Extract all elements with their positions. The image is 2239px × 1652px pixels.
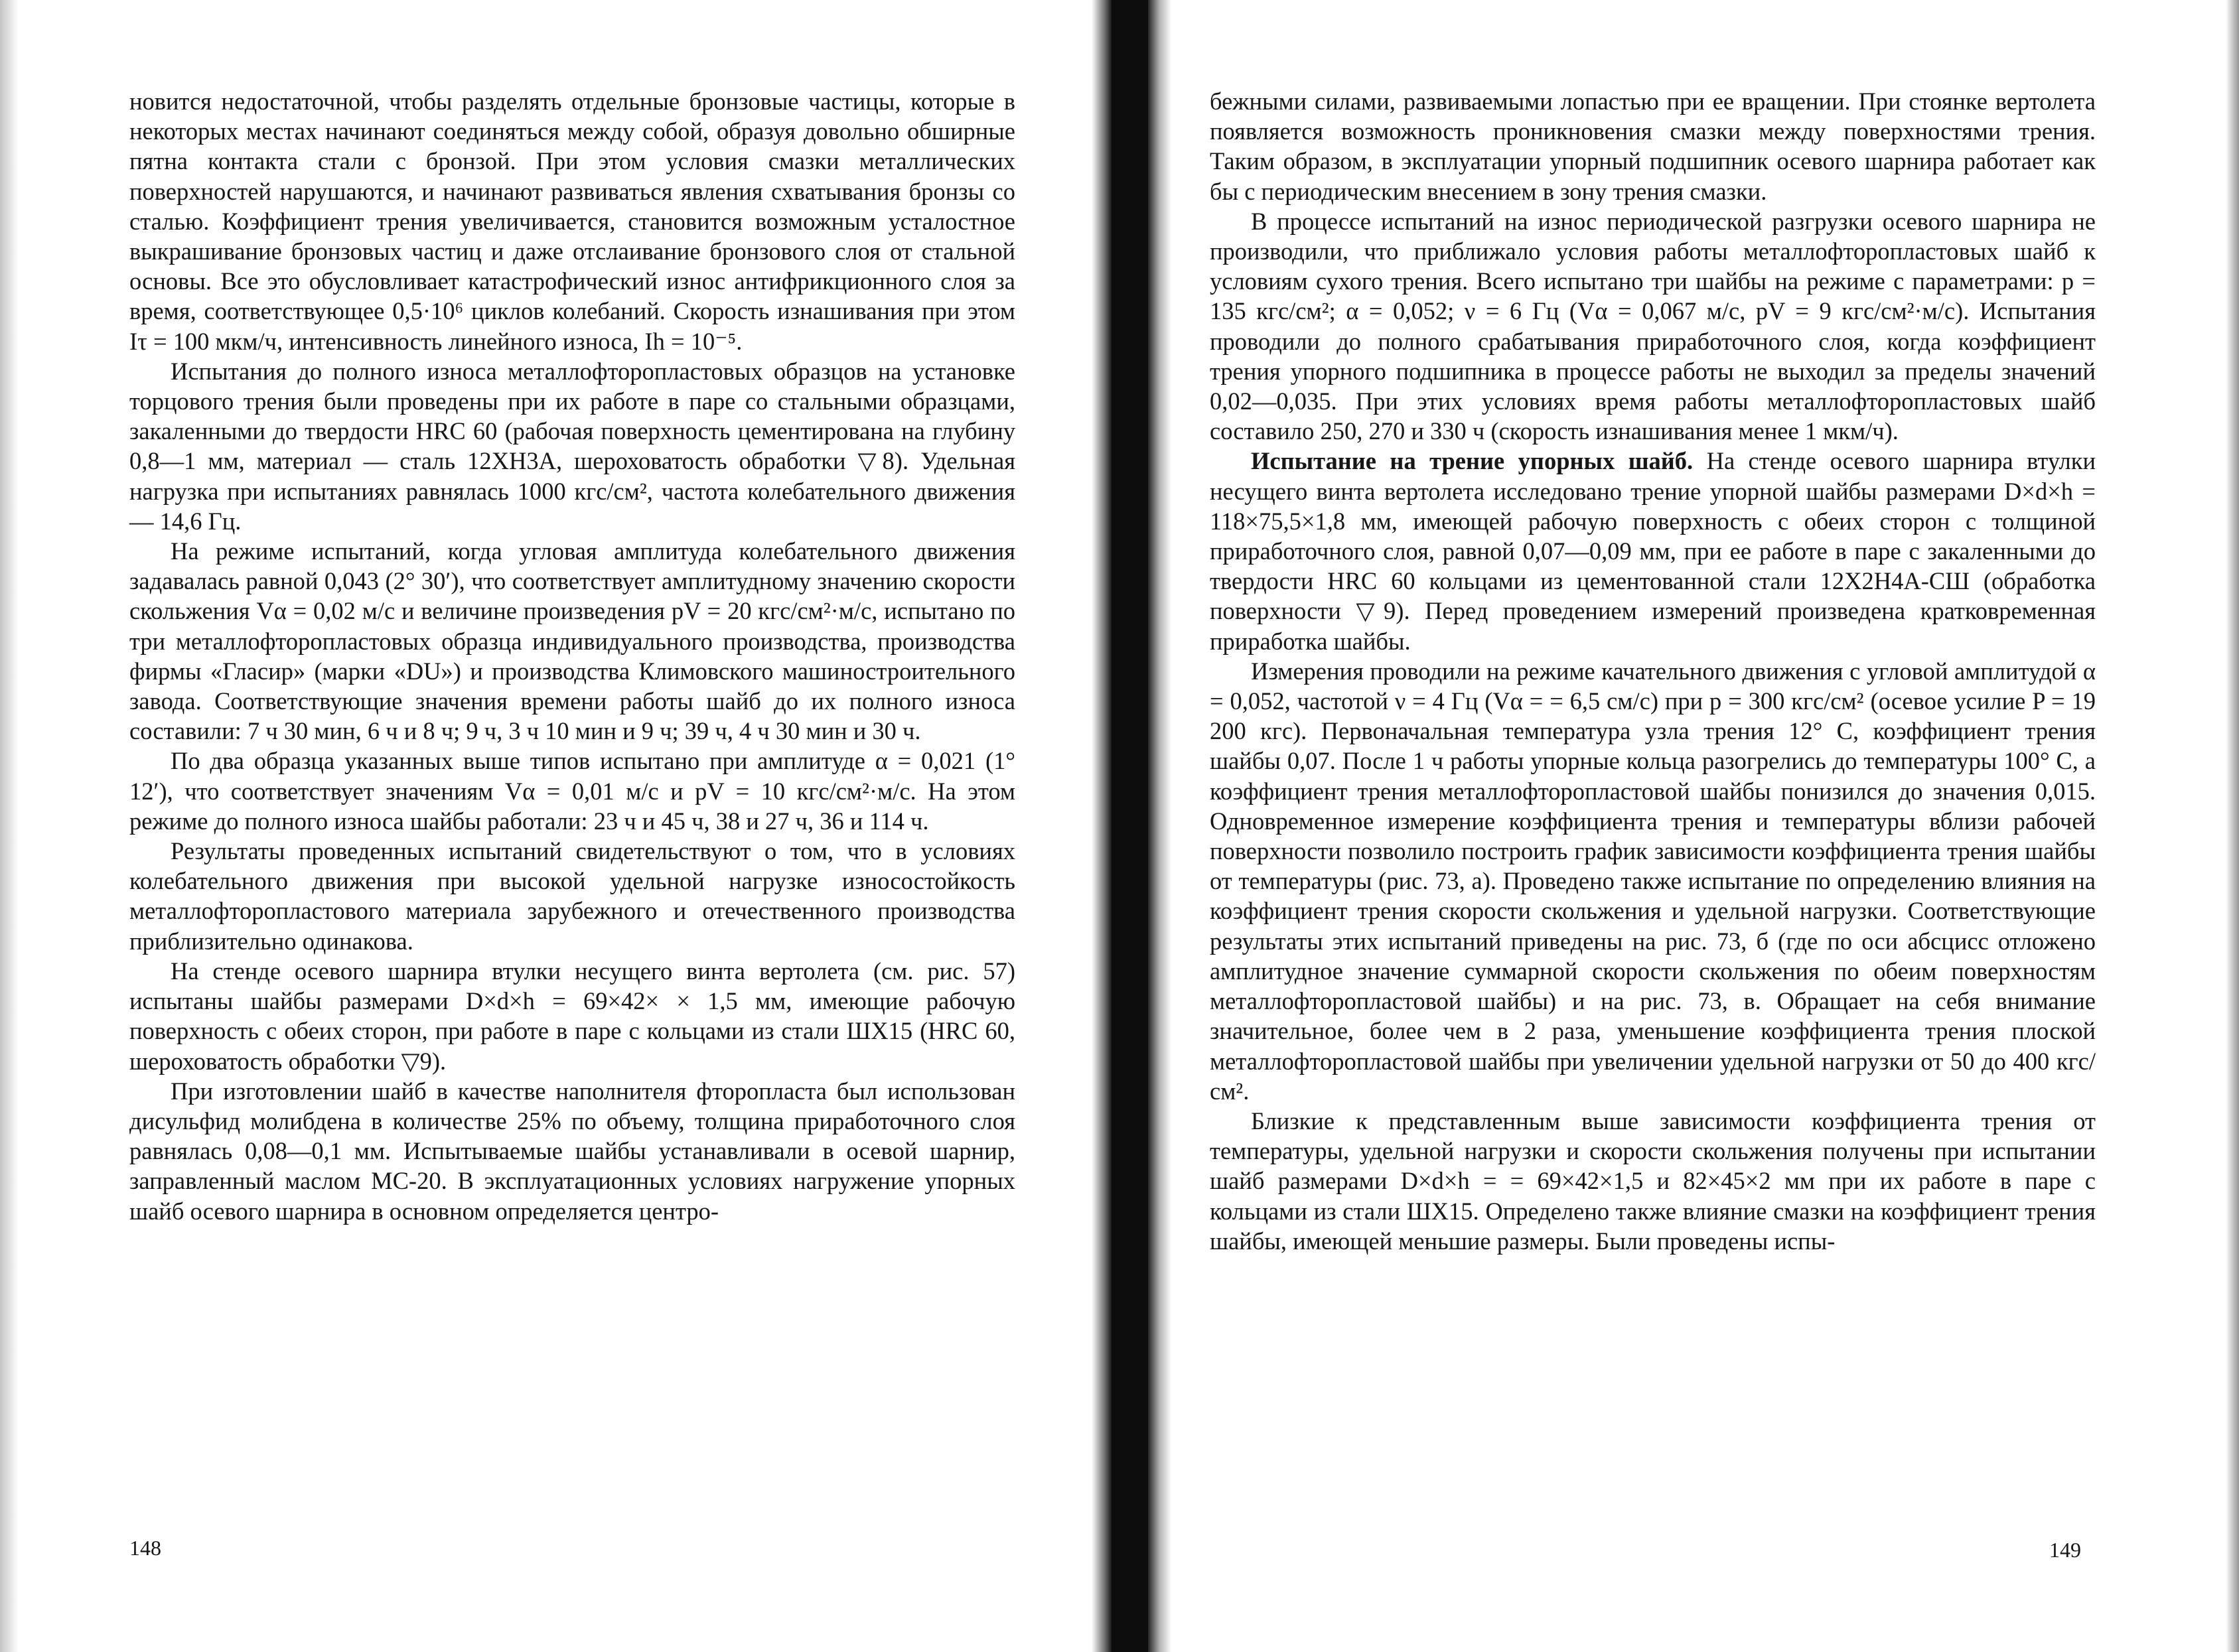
page-number-left: 148 xyxy=(129,1536,161,1560)
heading-paragraph-text: На стенде осевого шарнира втулки несущего винта вертолета исследовано трение упорной шайбы размерами D×d×h = 118×75,5×1,8 мм, имеющей рабочую поверхность с обеих сторон с толщиной приработочного слоя, равной 0,07—0,09 мм, при ее работе в паре с закаленными до твердости HRC 60 кольцами из цементованной стали 12Х2Н4А-СШ (обработка поверхности ▽9). Перед проведением измерений произведена кратковременная приработка шайбы. xyxy=(1210,447,2096,655)
right-page-edge-shadow xyxy=(2226,0,2239,1652)
paragraph: Близкие к представленным выше зависимости коэффициента трения от температуры, удельной нагрузки и скорости скольжения получены при испытании шайб размерами D×d×h = = 69×42×1,5 и 82×45×2 мм при их работе в паре с кольцами из стали ШХ15. Определено также влияние смазки на коэффициент трения шайбы, имеющей меньшие размеры. Были проведены испы- xyxy=(1210,1107,2096,1255)
paragraph: По два образца указанных выше типов испытано при амплитуде α = 0,021 (1° 12′), что соответствует значениям Vα = 0,01 м/с и pV = 10 кгс/см²·м/с. На этом режиме до полного износа шайбы работали: 23 ч и 45 ч, 38 и 27 ч, 36 и 114 ч. xyxy=(129,747,1015,835)
run-in-heading: Испытание на трение упорных шайб. xyxy=(1251,447,1694,475)
left-page-text xyxy=(129,86,1015,1226)
paragraph: Результаты проведенных испытаний свидетельствуют о том, что в условиях колебательного движения при высокой удельной нагрузке износостойкость металлофторопластового материала зарубежного и отечественного производства приблизительно одинакова. xyxy=(129,837,1015,955)
page-number-right: 149 xyxy=(2049,1538,2081,1562)
paragraph: бежными силами, развиваемыми лопастью при ее вращении. При стоянке вертолета появляется возможность проникновения смазки между поверхностями трения. Таким образом, в эксплуатации упорный подшипник осевого шарнира работает как бы с периодическим внесением в зону трения смазки. xyxy=(1210,88,2096,205)
left-page-edge-shadow xyxy=(0,0,19,1652)
paragraph-with-heading xyxy=(1210,446,2096,655)
paragraph: На стенде осевого шарнира втулки несущего винта вертолета (см. рис. 57) испытаны шайбы размерами D×d×h = 69×42× × 1,5 мм, имеющие рабочую поверхность с обеих сторон, при работе в паре с кольцами из стали ШХ15 (HRC 60, шероховатость обработки ▽9). xyxy=(129,957,1015,1075)
right-page-text xyxy=(1210,86,2096,1256)
paragraph: В процессе испытаний на износ периодической разгрузки осевого шарнира не производили, что приближало условия работы металлофторопластовых шайб к условиям сухого трения. Всего испытано три шайбы на режиме с параметрами: p = 135 кгс/см²; α = 0,052; ν = 6 Гц (Vα = 0,067 м/с, pV = 9 кгс/см²·м/с). Испытания проводили до полного срабатывания приработочного слоя, когда коэффициент трения упорного подшипника в процессе работы не выходил за пределы значений 0,02—0,035. При этих условиях время работы металлофторопластовых шайб составило 250, 270 и 330 ч (скорость изнашивания менее 1 мкм/ч). xyxy=(1210,207,2096,445)
paragraph: Измерения проводили на режиме качательного движения с угловой амплитудой α = 0,052, частотой ν = 4 Гц (Vα = = 6,5 см/с) при p = 300 кгс/см² (осевое усилие P = 19 200 кгс). Первоначальная температура узла трения 12° С, коэффициент трения шайбы 0,07. После 1 ч работы упорные кольца разогрелись до температуры 100° С, а коэффициент трения металлофторопластовой шайбы понизился до значения 0,015. Одновременное измерение коэффициента трения и температуры вблизи рабочей поверхности позволило построить график зависимости коэффициента трения шайбы от температуры (рис. 73, а). Проведено также испытание по определению влияния на коэффициент трения скорости скольжения и удельной нагрузки. Соответствующие результаты этих испытаний приведены на рис. 73, б (где по оси абсцисс отложено амплитудное значение суммарной скорости скольжения по обеим поверхностям металлофторопластовой шайбы) и на рис. 73, в. Обращает на себя внимание значительное, более чем в 2 раза, уменьшение коэффициента трения плоской металлофторопластовой шайбы при увеличении удельной нагрузки от 50 до 400 кгс/см². xyxy=(1210,657,2096,1105)
paragraph: На режиме испытаний, когда угловая амплитуда колебательного движения задавалась равной 0,043 (2° 30′), что соответствует амплитудному значению скорости скольжения Vα = 0,02 м/с и величине произведения pV = 20 кгс/см²·м/с, испытано по три металлофторопластовых образца индивидуального производства, производства фирмы «Гласир» (марки «DU») и производства Климовского машиностроительного завода. Соответствующие значения времени работы шайб до их полного износа составили: 7 ч 30 мин, 6 ч и 8 ч; 9 ч, 3 ч 10 мин и 9 ч; 39 ч, 4 ч 30 мин и 30 ч. xyxy=(129,537,1015,745)
paragraph: Испытания до полного износа металлофторопластовых образцов на установке торцового трения были проведены при их работе в паре со стальными образцами, закаленными до твердости HRC 60 (рабочая поверхность цементирована на глубину 0,8—1 мм, материал — сталь 12ХН3А, шероховатость обработки ▽8). Удельная нагрузка при испытаниях равнялась 1000 кгс/см², частота колебательного движения — 14,6 Гц. xyxy=(129,357,1015,535)
paragraph: новится недостаточной, чтобы разделять отдельные бронзовые частицы, которые в некоторых местах начинают соединяться между собой, образуя довольно обширные пятна контакта стали с бронзой. При этом условия смазки металлических поверхностей нарушаются, и начинают развиваться явления схватывания бронзы со сталью. Коэффициент трения увеличивается, становится возможным усталостное выкрашивание бронзовых частиц и даже отслаивание бронзового слоя от стальной основы. Все это обусловливает катастрофический износ антифрикционного слоя за время, соответствующее 0,5·10⁶ циклов колебаний. Скорость изнашивания при этом Iτ = 100 мкм/ч, интенсивность линейного износа, Ih = 10⁻⁵. xyxy=(129,88,1015,355)
paragraph: При изготовлении шайб в качестве наполнителя фторопласта был использован дисульфид молибдена в количестве 25% по объему, толщина приработочного слоя равнялась 0,08—0,1 мм. Испытываемые шайбы устанавливали в осевой шарнир, заправленный маслом МС-20. В эксплуатационных условиях нагружение упорных шайб осевого шарнира в основном определяется центро- xyxy=(129,1077,1015,1225)
book-gutter xyxy=(1078,0,1171,1652)
